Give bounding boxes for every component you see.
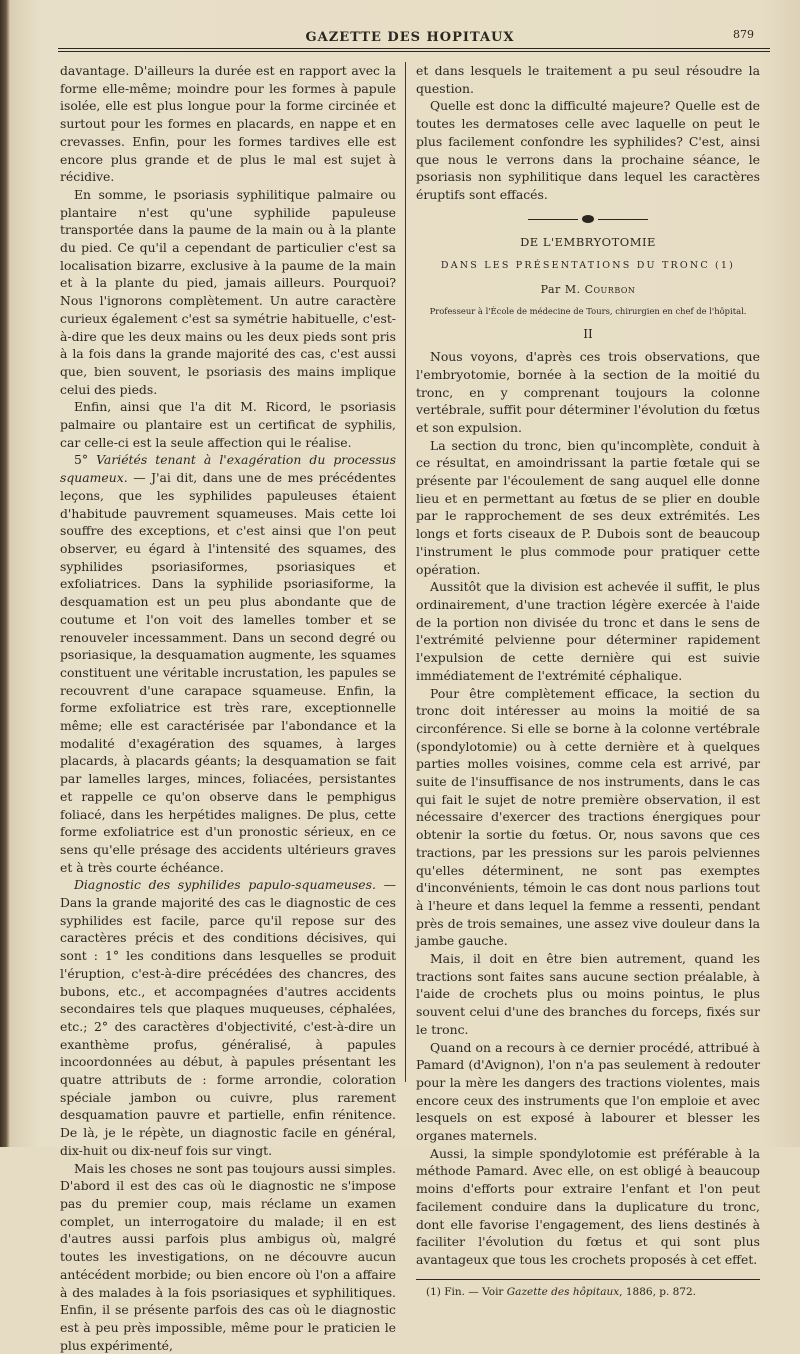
section-title: Diagnostic des syphilides papulo-squameuses. (74, 877, 376, 893)
header-rule (58, 48, 770, 52)
right-column (416, 62, 760, 1301)
article-author: Par M. Courbon (540, 283, 636, 297)
journal-title: GAZETTE DES HOPITAUX (305, 30, 515, 45)
footnote: (1) Fin. — Voir Gazette des hôpitaux, 1886, p. 872. (426, 1285, 697, 1298)
left-column (60, 62, 396, 1354)
paragraph: Aussitôt que la division est achevée il suffit, le plus ordinairement, d'une traction légère exercée à l'aide de la portion non divisée du tronc et dans le sens de l'extrémité pelvienne pour déterminer rapidement l'expulsion de cette dernière qui est suivie immédiatement de l'extrémité céphalique. (416, 579, 760, 683)
footnote-rule (416, 1279, 760, 1280)
paragraph: La section du tronc, bien qu'incomplète, conduit à ce résultat, en amoindrissant la partie fœtale qui se présente par l'écoulement de sang auquel elle donne lieu et en permettant au fœtus de se plier en double par le rapprochement de ses deux extrémités. Les longs et forts ciseaux de P. Dubois sont de beaucoup l'instrument le plus commode pour pratiquer cette opération. (416, 437, 760, 577)
section-paragraph (60, 451, 396, 876)
paragraph: Nous voyons, d'après ces trois observations, que l'embryotomie, bornée à la section de la moitié du tronc, en y comprenant toujours la colonne vertébrale, suffit pour déterminer l'évolution du fœtus et son expulsion. (416, 349, 760, 435)
paragraph: Enfin, ainsi que l'a dit M. Ricord, le psoriasis palmaire ou plantaire est un certificat de syphilis, car celle-ci est la seule affection qui le réalise. (60, 399, 396, 450)
paragraph: Mais les choses ne sont pas toujours aussi simples. D'abord il est des cas où le diagnostic ne s'impose pas du premier coup, mais réclame un examen complet, un interrogatoire du malade; il en est d'autres aussi parfois plus ambigus où, malgré toutes les investigations, on ne découvre aucun antécédent morbide; ou bien encore où l'on a affaire à des malades à la fois psoriasiques et syphilitiques. Enfin, il se présente parfois des cas où le diagnostic est à peu près impossible, même pour le praticien le plus expérimenté, (60, 1160, 396, 1353)
paragraph: En somme, le psoriasis syphilitique palmaire ou plantaire n'est qu'une syphilide papuleuse transportée dans la paume de la main ou à la plante du pied. Ce qu'il a cependant de particulier c'est sa localisation bizarre, exclusive à la paume de la main et à la plante du pied, jamais ailleurs. Pourquoi? Nous l'ignorons complètement. Un autre caractère curieux également c'est sa symétrie habituelle, c'est-à-dire que les deux mains ou les deux pieds sont pris à la fois dans la grande majorité des cas, c'est aussi que, bien souvent, le psoriasis des mains implique celui des pieds. (60, 186, 396, 397)
paragraph: Quand on a recours à ce dernier procédé, attribué à Pamard (d'Avignon), l'on n'a pas seulement à redouter pour la mère les dangers des tractions violentes, mais encore ceux des instruments que l'on emploie et avec lesquels on est exposé à labourer et blesser les organes maternels. (416, 1039, 760, 1144)
section-paragraph (60, 876, 396, 1159)
ornament-divider (528, 214, 648, 224)
section-text: — Dans la grande majorité des cas le diagnostic de ces syphilides est facile, parce qu'il repose sur des caractères précis et des conditions décisives, qui sont : 1° les conditions dans lesquelles se produit l'éruption, c'est-à-dire précédées des chancres, des bubons, etc., et accompagnées d'autres accidents secondaires tels que plaques muqueuses, céphalées, etc.; 2° des caractères d'objectivité, c'est-à-dire un exanthème profus, généralisé, à papules incoordonnées au début, à papules présentant les quatre attributs de : forme arrondie, coloration spéciale jambon ou cuivre, plus rarement desquamation pauvre et partielle, enfin rénitence. De là, je le répète, un diagnostic facile en général, dix-huit ou dix-neuf fois sur vingt. (60, 877, 396, 1158)
paragraph: davantage. D'ailleurs la durée est en rapport avec la forme elle-même; moindre pour les formes à papule isolée, elle est plus longue pour la forme circinée et surtout pour les formes en placards, en nappe et en crevasses. Enfin, pour les formes tardives elle est encore plus grande et de plus le mal est sujet à récidive. (60, 63, 396, 185)
paragraph: Pour être complètement efficace, la section du tronc doit intéresser au moins la moitié de sa circonférence. Si elle se borne à la colonne vertébrale (spondylotomie) ou à cette dernière et à quelques parties molles voisines, comme cela est arrivé, par suite de l'insuffisance de nos instruments, dans le cas qui fait le sujet de notre première observation, il est nécessaire d'exercer des tractions énergiques pour obtenir la sortie du fœtus. Or, nous savons que ces tractions, par les pressions sur les parois pelviennes qu'elles déterminent, ne sont pas exemptes d'inconvénients, témoin le cas dont nous parlions tout à l'heure et dans lequel la femme a ressenti, pendant près de trois semaines, une assez vive douleur dans la jambe gauche. (416, 685, 760, 949)
paragraph: Mais, il doit en être bien autrement, quand les tractions sont faites sans aucune section préalable, à l'aide de crochets plus ou moins pointus, le plus souvent celui d'une des branches du forceps, fixés sur le tronc. (416, 951, 760, 1037)
section-title: Variétés tenant à l'exagération du processus squameux. (60, 452, 396, 486)
page-number: 879 (733, 28, 754, 41)
author-affiliation: Professeur à l'École de médecine de Tours, chirurgien en chef de l'hôpital. (429, 305, 747, 316)
paragraph: Aussi, la simple spondylotomie est préférable à la méthode Pamard. Avec elle, on est obligé à beaucoup moins d'efforts pour extraire l'enfant et l'on peut facilement conduire dans la duplicature du tronc, dont elle favorise l'engagement, des liens destinés à faciliter l'évolution du fœtus et qui sont plus avantageux que tous les crochets proposés à cet effet. (416, 1145, 760, 1267)
section-text: — J'ai dit, dans une de mes précédentes leçons, que les syphilides papuleuses étaient d'habitude pauvrement squameuses. Mais cette loi souffre des exceptions, et c'est ainsi que l'on peut observer, eu égard à l'intensité des squames, des syphilides psoriasiformes, psoriasiques et exfoliatrices. Dans la syphilide psoriasiforme, la desquamation est un peu plus abondante que de coutume et l'on voit des lamelles tomber et se renouveler incessamment. Dans un second degré ou psoriasique, la desquamation augmente, les squames constituent une véritable incrustation, les papules se recouvrent d'une carapace squameuse. Enfin, la forme exfoliatrice est très rare, exceptionnelle même; elle est caractérisée par l'abondance et la modalité d'exagération des squames, à larges placards, à placards géants; la desquamation se fait par lamelles larges, minces, foliacées, persistantes et rappelle ce qu'on observe dans le pemphigus foliacé, dans les herpétides malignes. De plus, cette forme exfoliatrice est d'un pronostic sérieux, en ce sens qu'elle présage des accidents ultérieurs graves et à très courte échéance. (60, 470, 396, 875)
paragraph: et dans lesquels le traitement a pu seul résoudre la question. (416, 63, 760, 96)
article-title: DE L'EMBRYOTOMIE (520, 234, 656, 249)
author-name: Courbon (584, 283, 636, 297)
column-divider (405, 62, 406, 1082)
paragraph: Quelle est donc la difficulté majeure? Quelle est de toutes les dermatoses celle avec laquelle on peut le plus facilement confondre les syphilides? C'est, ainsi que nous le verrons dans la prochaine séance, le psoriasis non syphilitique dans lequel les caractères éruptifs sont effacés. (416, 98, 760, 202)
section-number: 5° (74, 452, 97, 468)
section-number: II (583, 327, 593, 342)
article-subtitle: DANS LES PRÉSENTATIONS DU TRONC (1) (440, 260, 736, 272)
